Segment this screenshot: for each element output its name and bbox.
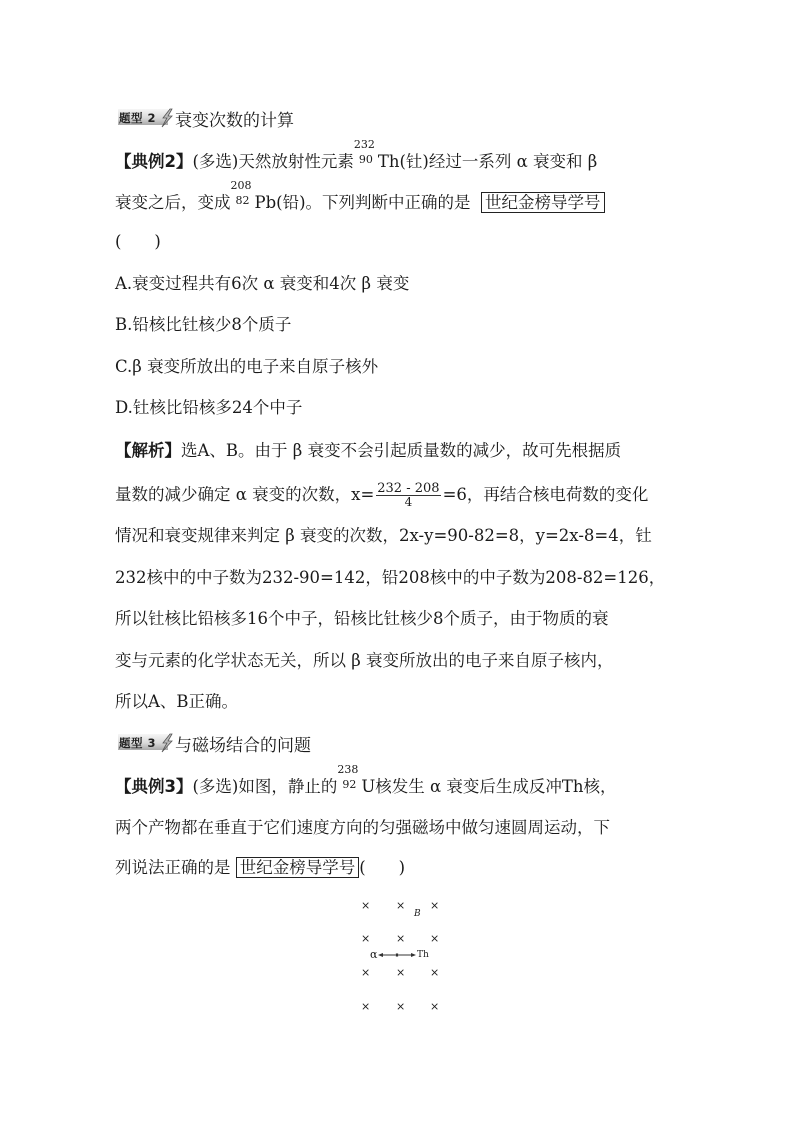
field-cross: × — [396, 932, 406, 945]
nuclide-lead: 208 82 — [230, 179, 252, 207]
option-a: A.衰变过程共有6次 α 衰变和4次 β 衰变 — [115, 274, 410, 293]
option-d: D.钍核比铅核多24个中子 — [115, 398, 303, 417]
field-cross: × — [396, 1000, 406, 1013]
field-cross: × — [430, 966, 440, 979]
fraction: $\frac{232 - 208}{4}$ — [377, 481, 440, 509]
section-heading-2 — [118, 106, 294, 130]
lightning-icon — [159, 108, 175, 128]
alpha-label: α — [370, 948, 378, 961]
magnetic-field-figure — [350, 890, 460, 1020]
section-tag-text: 题型 2 — [119, 111, 157, 125]
example-3-line-1: 【典例3】(多选)如图，静止的 238 92 U核发生 α 衰变后生成反冲Th核， — [115, 763, 617, 796]
lightning-icon — [159, 733, 175, 753]
field-cross: × — [430, 932, 440, 945]
example-2-line-1: 【典例2】(多选)天然放射性元素 232 90 Th(钍)经过一系列 α 衰变和 β — [115, 138, 598, 171]
section-tag — [118, 733, 174, 753]
example-3-line-3: 列说法正确的是 世纪金榜导学号 ( ) — [115, 858, 406, 877]
analysis-line-4: 232核中的中子数为232-90=142，铅208核中的中子数为208-82=126， — [115, 568, 666, 587]
section-tag-text: 题型 3 — [119, 736, 157, 750]
analysis-line-1: 【解析】选A、B。由于 β 衰变不会引起质量数的减少，故可先根据质 — [115, 441, 622, 460]
field-cross: × — [361, 966, 371, 979]
example-label: 【典例2】 — [115, 152, 193, 171]
velocity-arrows — [350, 950, 460, 962]
section-tag — [118, 108, 174, 128]
reference-code-box: 世纪金榜导学号 — [236, 857, 360, 878]
field-cross: × — [396, 899, 406, 912]
field-cross: × — [361, 932, 371, 945]
section-heading-3 — [118, 731, 311, 755]
field-cross: × — [430, 1000, 440, 1013]
analysis-line-3: 情况和衰变规律来判定 β 衰变的次数，2x-y=90-82=8，y=2x-8=4，钍 — [115, 526, 652, 545]
section-title: 与磁场结合的问题 — [175, 735, 311, 756]
answer-paren: ( ) — [115, 232, 161, 251]
option-c: C.β 衰变所放出的电子来自原子核外 — [115, 357, 379, 376]
analysis-line-7: 所以A、B正确。 — [115, 692, 239, 711]
field-cross: × — [396, 966, 406, 979]
analysis-line-5: 所以钍核比铅核多16个中子，铅核比钍核少8个质子，由于物质的衰 — [115, 609, 609, 628]
nuclide-uranium: 238 92 — [337, 763, 359, 791]
analysis-line-2: 量数的减少确定 α 衰变的次数，x= $\frac{232 - 208}{4}$ =6，再结合核电荷数的变化 — [115, 481, 649, 509]
field-cross: × — [430, 899, 440, 912]
nuclide-thorium: 232 90 — [353, 138, 375, 166]
field-cross: × — [361, 1000, 371, 1013]
example-2-line-2: 衰变之后，变成 208 82 Pb(铅)。下列判断中正确的是 世纪金榜导学号 — [115, 192, 605, 214]
example-3-line-2: 两个产物都在垂直于它们速度方向的匀强磁场中做匀速圆周运动，下 — [115, 818, 610, 837]
analysis-line-6: 变与元素的化学状态无关，所以 β 衰变所放出的电子来自原子核内， — [115, 651, 614, 670]
field-label-b: B — [414, 909, 421, 919]
section-title: 衰变次数的计算 — [175, 110, 294, 131]
field-cross: × — [361, 899, 371, 912]
analysis-label: 【解析】 — [115, 441, 181, 460]
example-label: 【典例3】 — [115, 777, 193, 796]
option-b: B.铅核比钍核少8个质子 — [115, 315, 292, 334]
thorium-label: Th — [417, 950, 429, 960]
reference-code-box: 世纪金榜导学号 — [481, 192, 605, 213]
